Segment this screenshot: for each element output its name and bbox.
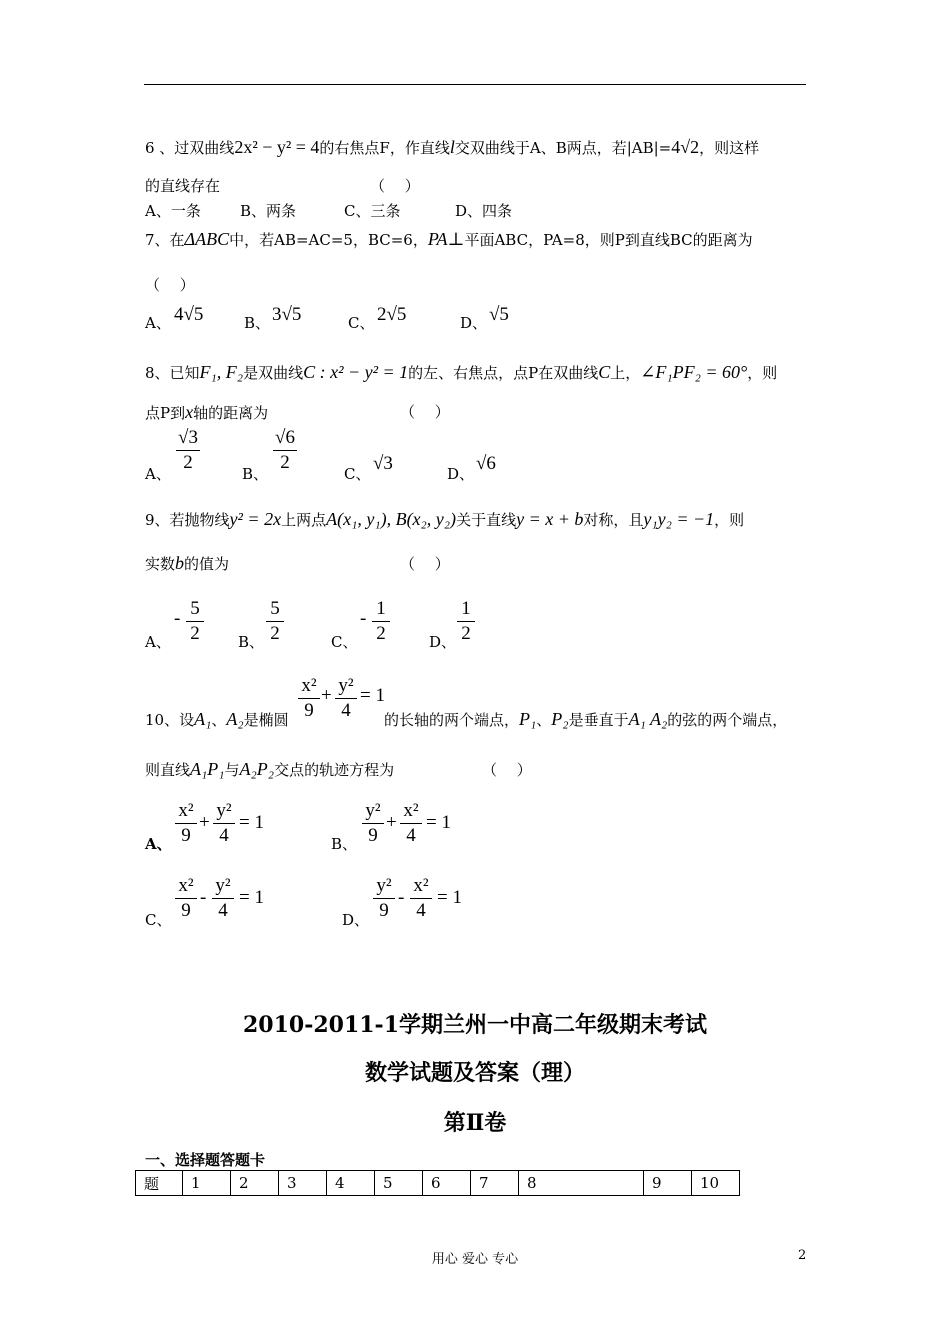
q9-label-c: C、	[331, 633, 358, 651]
q10-text3: 是垂直于	[568, 711, 629, 729]
q10-opt-c-frac2-den: 4	[218, 900, 228, 921]
q9-fraction-d	[455, 597, 477, 646]
q7-answer-paren: （ ）	[145, 276, 195, 294]
q8-label-a: A、	[145, 465, 171, 483]
q10-opt-c-frac1	[173, 874, 199, 923]
q10-ellipse-op: +	[321, 685, 332, 706]
q10-opt-a-rhs: = 1	[239, 812, 264, 833]
q9-text4: ，则	[714, 511, 745, 529]
q10-opt-c-frac1-den: 9	[181, 900, 191, 921]
table-cell: 1	[183, 1171, 231, 1196]
q10-a1a2: A₁ A₂	[628, 709, 668, 729]
q6-option-a: A、一条	[145, 202, 201, 220]
q10-opt-d-frac2	[408, 874, 434, 923]
q10-sep1: 、	[211, 711, 227, 729]
q10-opt-b-op: +	[386, 812, 397, 833]
q8-fraction-b	[271, 426, 299, 475]
q9-prefix: 9、若抛物线	[145, 511, 230, 529]
q8-hyperbola-eq: C : x² − y² = 1	[303, 362, 409, 382]
q9-sign-c: -	[360, 608, 367, 629]
q9-b: b	[175, 553, 185, 573]
q8-prefix: 8、已知	[145, 364, 200, 382]
q10-opt-c-op: -	[200, 887, 207, 908]
q10-label-b: B、	[331, 835, 358, 853]
q10-answer-paren: （ ）	[482, 761, 532, 779]
q8-value-d: √6	[476, 453, 496, 474]
q10-opt-d-frac1	[371, 874, 397, 923]
q10-ellipse-frac1-num: x²	[301, 675, 317, 696]
q6-text: 的右焦点F，作直线	[319, 139, 450, 157]
q6-option-d: D、四条	[455, 202, 513, 220]
q10-text4: 的弦的两个端点，	[667, 711, 788, 729]
q10-line1-start	[145, 708, 289, 731]
q10-opt-d-frac1-num: y²	[376, 875, 392, 896]
q9-fraction-a-den: 2	[190, 623, 200, 644]
q9-text3: 对称，且	[583, 511, 644, 529]
q7-label-a: A、	[145, 314, 171, 332]
q8-fraction-a-den: 2	[183, 452, 193, 473]
q9-points: A(x₁, y₁), B(x₂, y₂)	[326, 509, 457, 529]
q10-opt-a-frac2-den: 4	[219, 825, 229, 846]
q8-text6: 轴的距离为	[193, 404, 269, 422]
q10-line-a1p1: A₁P₁	[190, 759, 225, 779]
q7-line1	[145, 228, 753, 251]
q8-fraction-a	[174, 426, 202, 475]
q6-text4: 的直线存在	[145, 177, 221, 195]
q10-label-a: A、	[145, 835, 172, 853]
q7-text2: 平面ABC，PA=8，则P到直线BC的距离为	[464, 231, 753, 249]
table-cell: 4	[327, 1171, 375, 1196]
q10-ellipse-frac2	[333, 674, 359, 723]
q9-fraction-c-num: 1	[376, 598, 386, 619]
q8-fraction-b-den: 2	[280, 452, 290, 473]
q6-option-b: B、两条	[240, 202, 297, 220]
q8-line2	[145, 401, 268, 424]
table-cell: 10	[692, 1171, 740, 1196]
page-number: 2	[798, 1248, 807, 1263]
q10-opt-a-frac1-num: x²	[178, 800, 194, 821]
q10-opt-c-rhs: = 1	[239, 887, 264, 908]
table-cell: 8	[519, 1171, 644, 1196]
q10-opt-d-rhs: = 1	[437, 887, 462, 908]
q9-fraction-b-den: 2	[270, 623, 280, 644]
q10-ellipse-rhs: = 1	[360, 685, 385, 706]
q8-line1	[145, 361, 777, 384]
table-cell: 9	[644, 1171, 692, 1196]
q10-a2: A₂	[226, 709, 244, 729]
q9-text5: 实数	[145, 555, 176, 573]
q10-opt-b-frac1-num: y²	[365, 800, 381, 821]
q9-label-a: A、	[145, 633, 171, 651]
q9-label-b: B、	[238, 633, 265, 651]
q9-fraction-a-num: 5	[190, 598, 200, 619]
table-cell: 7	[471, 1171, 519, 1196]
q10-label-c: C、	[145, 911, 172, 929]
q8-fraction-b-num: √6	[275, 427, 295, 448]
q8-label-b: B、	[242, 465, 269, 483]
q6-text3: ，则这样	[699, 139, 760, 157]
q9-fraction-c-den: 2	[376, 623, 386, 644]
q9-fraction-c	[370, 597, 392, 646]
table-cell: 5	[375, 1171, 423, 1196]
table-cell: 6	[423, 1171, 471, 1196]
table-cell-header: 题	[136, 1171, 183, 1196]
q9-text2: 关于直线	[456, 511, 517, 529]
q10-opt-b-frac2	[398, 799, 424, 848]
q9-fraction-a	[184, 597, 206, 646]
q10-label-d: D、	[342, 911, 370, 929]
q10-opt-c-frac2	[210, 874, 236, 923]
q7-label-b: B、	[244, 314, 271, 332]
q10-ellipse-frac1-den: 9	[304, 700, 314, 721]
q10-opt-b-frac1-den: 9	[368, 825, 378, 846]
q8-text2: 的左、右焦点，点P在双曲线	[408, 364, 599, 382]
q10-opt-d-op: -	[398, 887, 405, 908]
q10-a1: A₁	[194, 709, 212, 729]
q6-text2: 交双曲线于A、B两点，若|AB|=	[454, 139, 672, 157]
q10-opt-d-frac2-num: x²	[413, 875, 429, 896]
table-row	[136, 1171, 740, 1196]
q10-opt-b-frac2-den: 4	[406, 825, 416, 846]
header-rule	[144, 84, 806, 85]
q7-label-d: D、	[460, 314, 488, 332]
q10-line2	[145, 758, 394, 781]
q9-line-eq: y = x + b	[516, 509, 584, 529]
q9-answer-paren: （ ）	[400, 555, 450, 573]
q9-line1	[145, 508, 744, 531]
q10-opt-c-frac1-num: x²	[178, 875, 194, 896]
q8-value-c: √3	[373, 453, 393, 474]
q8-x-axis: x	[185, 402, 194, 422]
q9-sign-a: -	[174, 608, 181, 629]
q9-fraction-d-den: 2	[461, 623, 471, 644]
table-cell: 3	[279, 1171, 327, 1196]
q7-label-c: C、	[348, 314, 375, 332]
q8-foci: F₁, F₂	[199, 362, 244, 382]
q7-value-d: √5	[489, 304, 509, 325]
q9-parabola-eq: y² = 2x	[229, 509, 282, 529]
q10-text2: 的长轴的两个端点，	[384, 711, 520, 729]
q10-line-a2p2: A₂P₂	[239, 759, 275, 779]
q10-opt-b-frac2-num: x²	[403, 800, 419, 821]
exam-title: 2010-2011-1学期兰州一中高二年级期末考试	[242, 1012, 708, 1038]
q8-text: 是双曲线	[243, 364, 304, 382]
q10-opt-a-frac2	[211, 799, 237, 848]
q10-text7: 交点的轨迹方程为	[274, 761, 395, 779]
q10-p1: P₁	[519, 709, 537, 729]
q10-sep2: 、	[536, 711, 552, 729]
q10-text6: 与	[224, 761, 240, 779]
q6-line1	[145, 136, 759, 159]
q10-p2: P₂	[551, 709, 569, 729]
q9-text: 上两点	[281, 511, 327, 529]
q9-fraction-b-num: 5	[270, 598, 280, 619]
q6-line-l: l	[449, 137, 455, 157]
q9-condition: y₁y₂ = −1	[643, 509, 715, 529]
q10-opt-a-frac1-den: 9	[181, 825, 191, 846]
q9-fraction-d-num: 1	[461, 598, 471, 619]
q6-length-value: 4√2	[671, 137, 700, 157]
q10-text5: 则直线	[145, 761, 191, 779]
table-cell: 2	[231, 1171, 279, 1196]
q10-ellipse-frac2-den: 4	[341, 700, 351, 721]
q10-opt-d-frac1-den: 9	[379, 900, 389, 921]
q8-fraction-a-num: √3	[178, 427, 198, 448]
exam-subtitle: 数学试题及答案（理）	[364, 1060, 585, 1086]
q8-angle: ∠F₁PF₂ = 60°	[640, 362, 748, 382]
q10-ellipse-frac1	[296, 674, 322, 723]
q6-option-c: C、三条	[344, 202, 401, 220]
q7-text: 中，若AB=AC=5，BC=6，	[229, 231, 428, 249]
q6-prefix: 6 、过双曲线	[145, 139, 235, 157]
q10-ellipse-frac2-num: y²	[338, 675, 354, 696]
q10-prefix: 10、设	[145, 711, 195, 729]
q9-text6: 的值为	[184, 555, 230, 573]
q8-text4: ，则	[747, 364, 778, 382]
q10-opt-a-op: +	[199, 812, 210, 833]
q6-line2	[145, 175, 220, 197]
q8-label-c: C、	[344, 465, 371, 483]
q8-text5: 点P到	[145, 404, 186, 422]
q10-text: 是椭圆	[243, 711, 289, 729]
q6-hyperbola-eq: 2x² − y² = 4	[234, 137, 320, 157]
q9-fraction-b	[264, 597, 286, 646]
q7-value-b: 3√5	[272, 304, 302, 325]
q10-opt-d-frac2-den: 4	[416, 900, 426, 921]
q6-answer-paren: （ ）	[370, 177, 420, 195]
page-footer: 用心 爱心 专心	[431, 1252, 519, 1267]
q9-label-d: D、	[429, 633, 457, 651]
q7-value-c: 2√5	[377, 304, 407, 325]
q8-answer-paren: （ ）	[400, 403, 450, 421]
q10-opt-b-frac1	[360, 799, 386, 848]
q7-perp: PA⊥	[427, 229, 465, 249]
q7-value-a: 4√5	[174, 304, 204, 325]
volume-title: 第Ⅱ卷	[443, 1110, 507, 1136]
q10-opt-b-rhs: = 1	[426, 812, 451, 833]
q10-opt-a-frac1	[173, 799, 199, 848]
q9-line2	[145, 552, 229, 575]
q7-triangle: ΔABC	[184, 229, 230, 249]
q10-opt-a-frac2-num: y²	[216, 800, 232, 821]
answer-sheet-table	[135, 1170, 740, 1196]
q8-label-d: D、	[447, 465, 475, 483]
q10-line1-end	[384, 708, 787, 731]
q10-opt-c-frac2-num: y²	[215, 875, 231, 896]
q8-text3: 上，	[610, 364, 641, 382]
section-heading: 一、选择题答题卡	[145, 1151, 266, 1169]
q7-prefix: 7、在	[145, 231, 185, 249]
q8-curve-c: C	[598, 362, 611, 382]
